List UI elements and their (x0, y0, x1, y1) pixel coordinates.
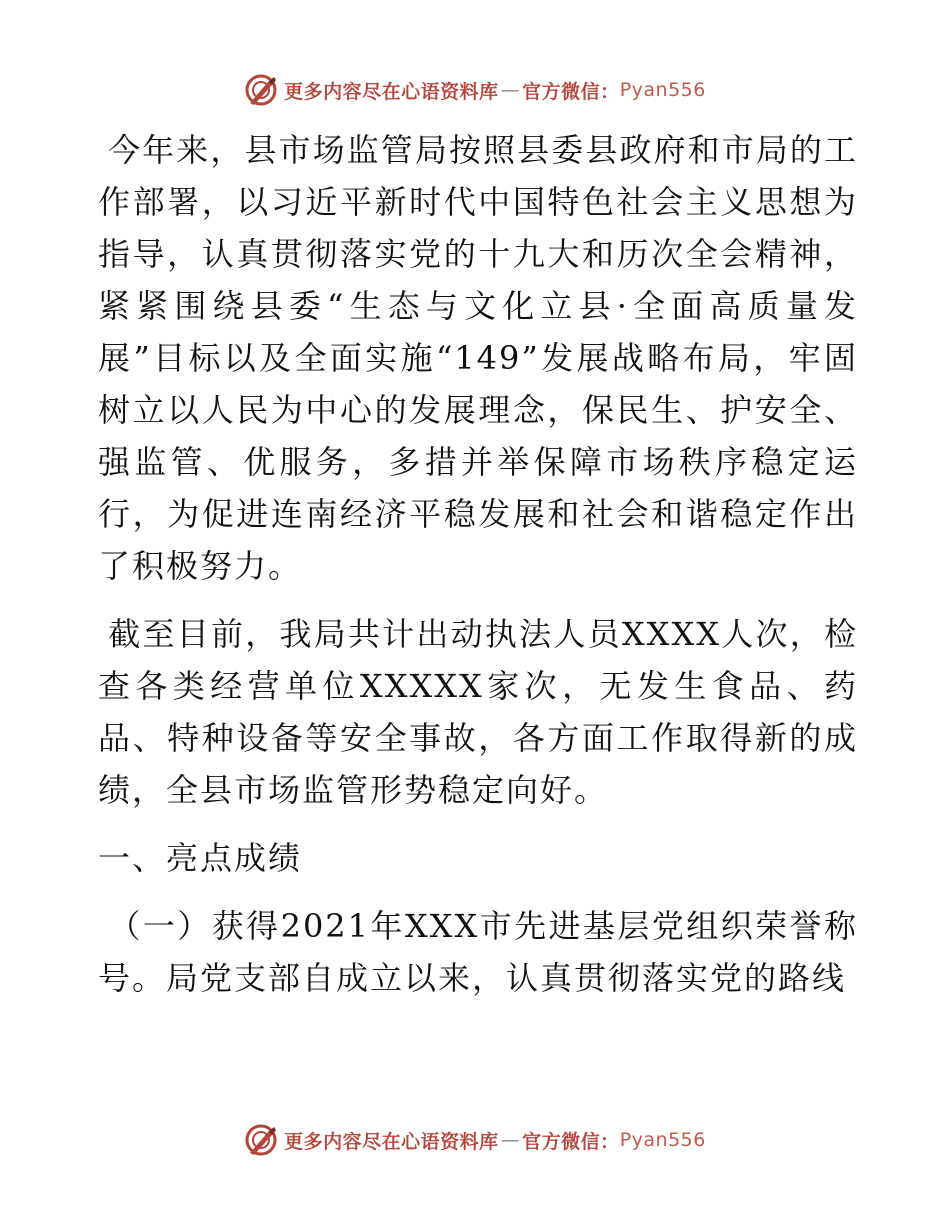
watermark-separator: — (500, 1129, 521, 1151)
pen-logo-icon (244, 1123, 278, 1157)
section-heading (98, 832, 858, 884)
watermark-official: 官方微信： (522, 80, 620, 103)
paragraph-statistics-text: 截至目前，我局共计出动执法人员XXXX人次，检查各类经营单位XXXXX家次，无发生食品、药品、特种设备等安全事故，各方面工作取得新的成绩，全县市场监管形势稳定向好。 (98, 615, 858, 809)
paragraph-intro (98, 124, 858, 592)
paragraph-intro-text: 今年来，县市场监管局按照县委县政府和市局的工作部署，以习近平新时代中国特色社会主义思想为指导，认真贯彻落实党的十九大和历次全会精神，紧紧围绕县委“生态与文化立县·全面高质量发展”目标以及全面实施“149”发展战略布局，牢固树立以人民为中心的发展理念，保民生、护安全、强监管、优服务，多措并举保障市场秩序稳定运行，为促进连南经济平稳发展和社会和谐稳定作出了积极努力。 (98, 131, 858, 585)
pen-logo-icon (244, 73, 278, 107)
paragraph-achievement (98, 900, 858, 1004)
section-heading-text: 一、亮点成绩 (98, 839, 303, 877)
header-watermark (0, 73, 950, 107)
document-body (98, 124, 858, 1020)
watermark-account: Pyan556 (619, 1129, 706, 1151)
watermark-separator: — (500, 79, 521, 101)
watermark-brand: 更多内容尽在心语资料库 (284, 1130, 499, 1153)
watermark-account: Pyan556 (619, 79, 706, 101)
watermark-brand: 更多内容尽在心语资料库 (284, 80, 499, 103)
paragraph-achievement-text: （一）获得2021年XXX市先进基层党组织荣誉称号。局党支部自成立以来，认真贯彻落实党的路线 (98, 907, 858, 997)
watermark-official: 官方微信： (522, 1130, 620, 1153)
footer-watermark (0, 1123, 950, 1157)
paragraph-statistics (98, 608, 858, 816)
